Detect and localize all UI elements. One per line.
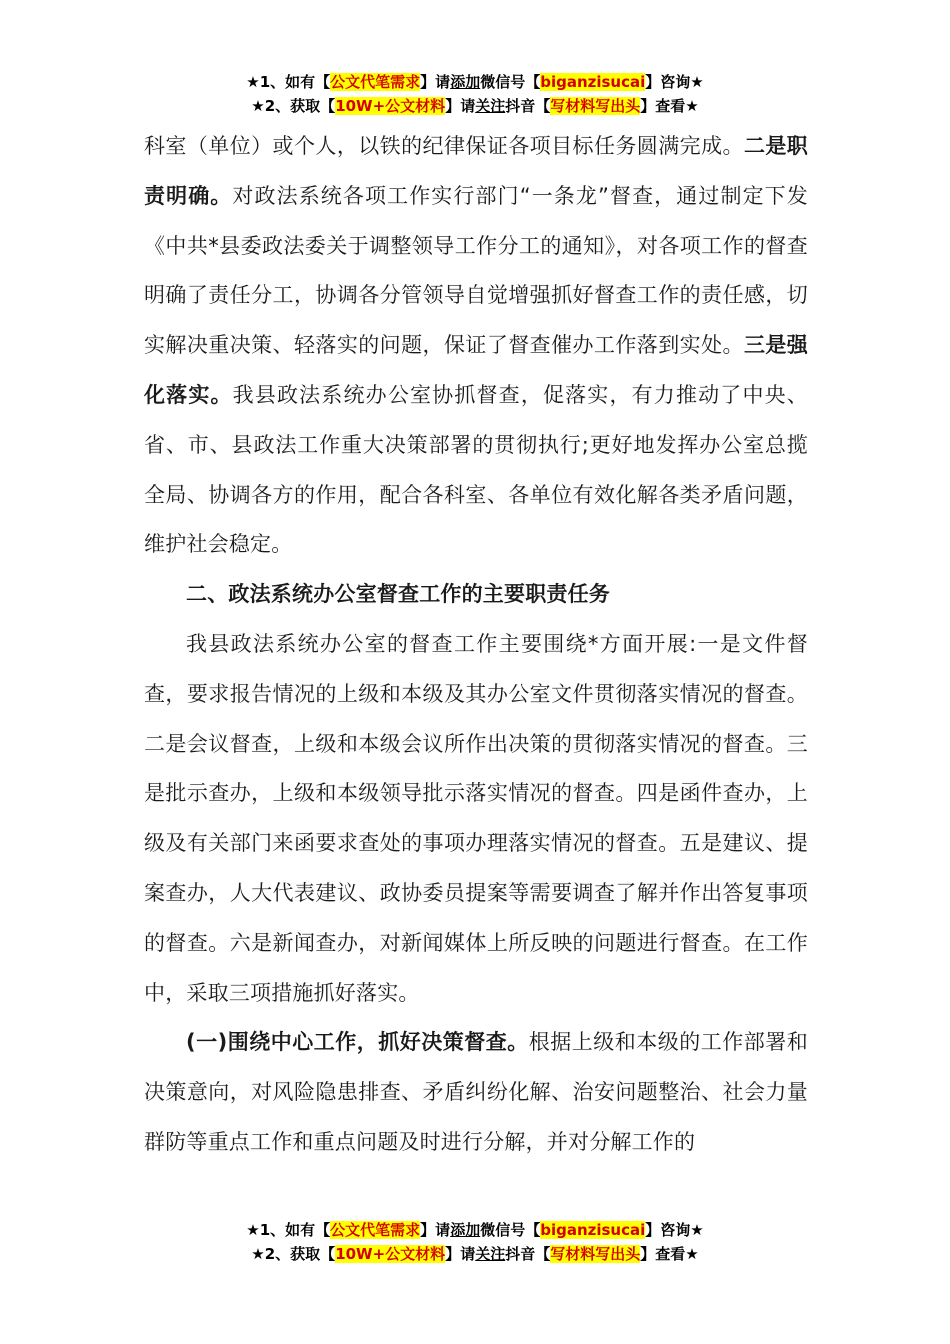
paragraph-text: 科室（单位）或个人，以铁的纪律保证各项目标任务圆满完成。 — [144, 134, 744, 158]
banner-line-1 — [0, 70, 950, 94]
banner-underlined: 关注 — [475, 1245, 506, 1263]
banner-wechat-id: biganzisucai — [540, 73, 646, 91]
banner-highlight: 10W+公文材料 — [335, 1245, 446, 1263]
document-body — [144, 122, 808, 1168]
banner-text: 】咨询★ — [645, 1221, 704, 1239]
paragraph-3 — [144, 1018, 808, 1167]
paragraph-bold-lead: (一)围绕中心工作，抓好决策督查。 — [186, 1030, 529, 1055]
paragraph-bold-lead: 三是强化落实。 — [144, 333, 808, 407]
banner-text: ★1、如有【 — [246, 73, 331, 91]
banner-text: 】查看★ — [640, 97, 699, 115]
banner-line-2 — [0, 1242, 950, 1266]
banner-text: 】请 — [445, 1245, 476, 1263]
banner-text: 抖音【 — [505, 1245, 551, 1263]
banner-text: 】请 — [420, 1221, 451, 1239]
banner-text: 微信号【 — [480, 1221, 541, 1239]
footer-banner — [0, 1218, 950, 1266]
banner-text: 抖音【 — [505, 97, 551, 115]
banner-text: ★1、如有【 — [246, 1221, 331, 1239]
banner-text: 微信号【 — [480, 73, 541, 91]
paragraph-text: 根据上级和本级的工作部署和决策意向，对风险隐患排查、矛盾纠纷化解、治安问题整治、社会力量群防等重点工作和重点问题及时进行分解，并对分解工作的 — [144, 1030, 808, 1154]
banner-text: ★2、获取【 — [251, 1245, 336, 1263]
banner-underlined: 添加 — [450, 73, 481, 91]
banner-text: 】请 — [445, 97, 476, 115]
banner-highlight: 公文代笔需求 — [330, 73, 421, 91]
banner-underlined: 添加 — [450, 1221, 481, 1239]
paragraph-1 — [144, 122, 808, 570]
banner-highlight: 10W+公文材料 — [335, 97, 446, 115]
section-heading: 二、政法系统办公室督查工作的主要职责任务 — [186, 582, 610, 607]
banner-line-1 — [0, 1218, 950, 1242]
paragraph-bold-lead: 二是职责明确。 — [144, 134, 808, 208]
banner-text: ★2、获取【 — [251, 97, 336, 115]
banner-line-2 — [0, 94, 950, 118]
banner-douyin-id: 写材料写出头 — [550, 1245, 641, 1263]
banner-text: 】请 — [420, 73, 451, 91]
banner-underlined: 关注 — [475, 97, 506, 115]
header-banner — [0, 70, 950, 118]
banner-douyin-id: 写材料写出头 — [550, 97, 641, 115]
banner-text: 】咨询★ — [645, 73, 704, 91]
paragraph-text: 我县政法系统办公室协抓督查，促落实，有力推动了中央、省、市、县政法工作重大决策部署的贯彻执行;更好地发挥办公室总揽全局、协调各方的作用，配合各科室、各单位有效化解各类矛盾问题，维护社会稳定。 — [144, 382, 808, 557]
banner-text: 】查看★ — [640, 1245, 699, 1263]
banner-highlight: 公文代笔需求 — [330, 1221, 421, 1239]
banner-wechat-id: biganzisucai — [540, 1221, 646, 1239]
paragraph-2: 我县政法系统办公室的督查工作主要围绕*方面开展:一是文件督查，要求报告情况的上级和本级及其办公室文件贯彻落实情况的督查。二是会议督查，上级和本级会议所作出决策的贯彻落实情况的督查。三是批示查办，上级和本级领导批示落实情况的督查。四是函件查办，上级及有关部门来函要求查处的事项办理落实情况的督查。五是建议、提案查办，人大代表建议、政协委员提案等需要调查了解并作出答复事项的督查。六是新闻查办，对新闻媒体上所反映的问题进行督查。在工作中，采取三项措施抓好落实。 — [144, 631, 808, 1005]
paragraph-text: 对政法系统各项工作实行部门“一条龙”督查，通过制定下发《中共*县委政法委关于调整领导工作分工的通知》，对各项工作的督查明确了责任分工，协调各分管领导自觉增强抓好督查工作的责任感，切实解决重决策、轻落实的问题，保证了督查催办工作落到实处。 — [144, 183, 808, 358]
